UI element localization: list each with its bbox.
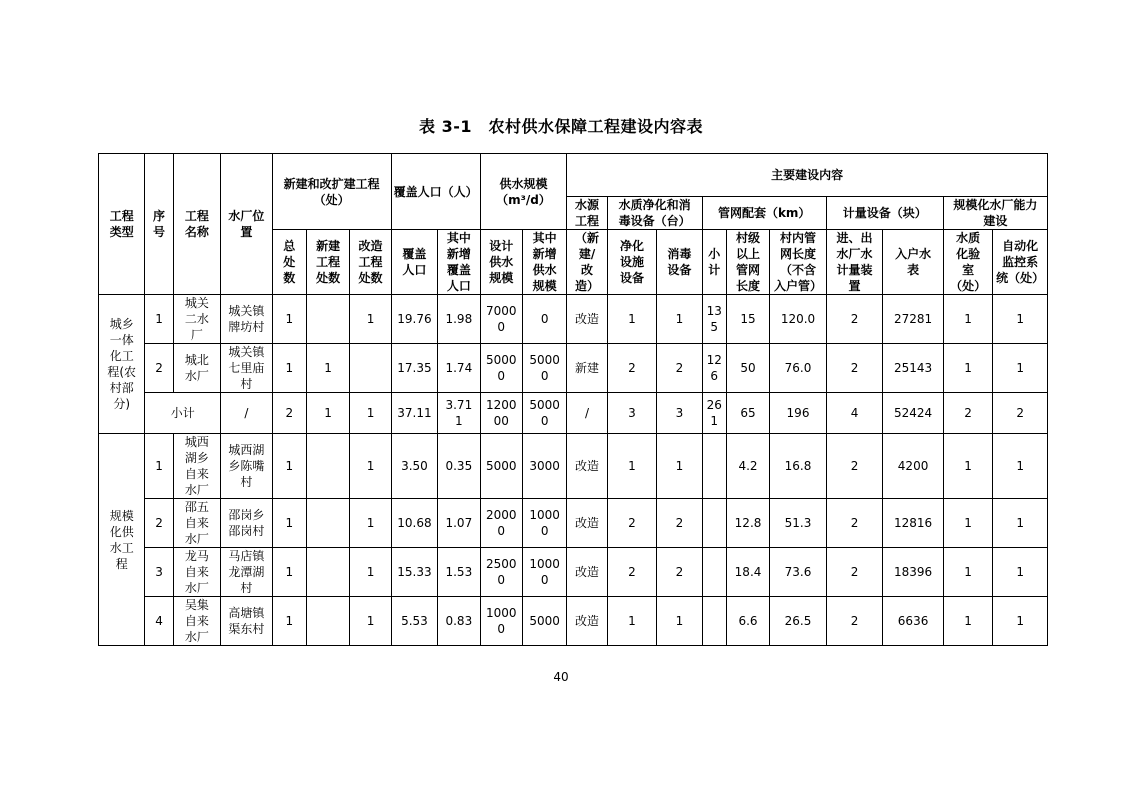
monitor-cell: 1 [993,344,1048,393]
new-count-cell [306,597,349,646]
source-cell: 改造 [567,597,607,646]
new-pop-cell: 1.98 [438,295,480,344]
location-cell: 城关镇 牌坊村 [221,295,272,344]
seq-cell: 1 [145,295,173,344]
header-group-plant: 规模化水厂能力 建设 [943,197,1047,230]
header-name: 工程 名称 [173,154,220,295]
table-row [99,597,1048,646]
header-group-projects: 新建和改扩建工程 （处） [272,154,391,230]
design-scale-cell: 2500 0 [480,548,522,597]
monitor-cell: 1 [993,499,1048,548]
source-cell: 改造 [567,295,607,344]
new-pop-cell: 1.07 [438,499,480,548]
meter-home-cell: 4200 [883,434,944,499]
header-row-1 [99,154,1048,197]
table-row [99,499,1048,548]
table-row [99,548,1048,597]
meter-home-cell: 25143 [883,344,944,393]
rebuild-count-cell: 1 [350,499,391,548]
cover-pop-cell: 37.11 [391,393,437,434]
rebuild-count-cell: 1 [350,434,391,499]
seq-cell: 4 [145,597,173,646]
rebuild-count-cell: 1 [350,295,391,344]
cover-pop-cell: 15.33 [391,548,437,597]
pipe-subtotal-cell [702,548,726,597]
pipe-subtotal-cell: 26 1 [702,393,726,434]
source-cell: / [567,393,607,434]
lab-cell: 1 [943,597,992,646]
location-cell: 城关镇 七里庙 村 [221,344,272,393]
pipe-subtotal-cell [702,499,726,548]
project-name-cell: 吴集 自来 水厂 [173,597,220,646]
rebuild-count-cell: 1 [350,597,391,646]
header-new-scale: 其中 新增 供水 规模 [522,230,566,295]
seq-cell: 2 [145,499,173,548]
location-cell: 城西湖 乡陈嘴 村 [221,434,272,499]
project-name-cell: 城西 湖乡 自来 水厂 [173,434,220,499]
lab-cell: 1 [943,344,992,393]
project-name-cell: 城关 二水 厂 [173,295,220,344]
monitor-cell: 1 [993,295,1048,344]
location-cell: 高塘镇 渠东村 [221,597,272,646]
table-row [99,434,1048,499]
new-count-cell: 1 [306,393,349,434]
pipe-inner-cell: 73.6 [770,548,827,597]
lab-cell: 1 [943,548,992,597]
meter-plant-cell: 2 [826,434,883,499]
total-cell: 1 [272,597,306,646]
total-cell: 1 [272,344,306,393]
monitor-cell: 1 [993,597,1048,646]
total-cell: 1 [272,548,306,597]
design-scale-cell: 1000 0 [480,597,522,646]
pipe-inner-cell: 196 [770,393,827,434]
design-scale-cell: 1200 00 [480,393,522,434]
purify-cell: 2 [607,499,656,548]
location-cell: / [221,393,272,434]
purify-cell: 2 [607,344,656,393]
lab-cell: 2 [943,393,992,434]
header-meter-home: 入户水 表 [883,230,944,295]
new-scale-cell: 0 [522,295,566,344]
meter-plant-cell: 2 [826,344,883,393]
meter-home-cell: 18396 [883,548,944,597]
pipe-subtotal-cell [702,434,726,499]
cover-pop-cell: 17.35 [391,344,437,393]
rebuild-count-cell: 1 [350,393,391,434]
new-count-cell: 1 [306,344,349,393]
lab-cell: 1 [943,434,992,499]
pipe-subtotal-cell [702,597,726,646]
pipe-village-cell: 4.2 [726,434,769,499]
new-scale-cell: 5000 [522,597,566,646]
new-pop-cell: 1.74 [438,344,480,393]
disinfect-cell: 1 [657,295,702,344]
pipe-inner-cell: 51.3 [770,499,827,548]
project-name-cell: 邵五 自来 水厂 [173,499,220,548]
pipe-inner-cell: 76.0 [770,344,827,393]
header-monitor: 自动化 监控系 统（处） [993,230,1048,295]
design-scale-cell: 5000 0 [480,344,522,393]
header-pipe-inner: 村内管 网长度 （不含 入户管） [770,230,827,295]
pipe-village-cell: 18.4 [726,548,769,597]
meter-plant-cell: 2 [826,548,883,597]
new-pop-cell: 0.35 [438,434,480,499]
new-count-cell [306,434,349,499]
purify-cell: 1 [607,295,656,344]
header-group-meter: 计量设备（块） [826,197,943,230]
meter-home-cell: 52424 [883,393,944,434]
header-disinfect: 消毒 设备 [657,230,702,295]
table-title: 表 3-1 农村供水保障工程建设内容表 [419,117,703,136]
header-location: 水厂位 置 [221,154,272,295]
header-group-purify: 水质净化和消 毒设备（台） [607,197,702,230]
water-supply-table [98,153,1048,646]
new-pop-cell: 3.71 1 [438,393,480,434]
pipe-inner-cell: 16.8 [770,434,827,499]
new-count-cell [306,548,349,597]
location-cell: 马店镇 龙潭湖 村 [221,548,272,597]
table-row [99,295,1048,344]
new-scale-cell: 1000 0 [522,548,566,597]
meter-home-cell: 6636 [883,597,944,646]
source-cell: 改造 [567,548,607,597]
source-cell: 改造 [567,499,607,548]
total-cell: 2 [272,393,306,434]
source-cell: 改造 [567,434,607,499]
design-scale-cell: 5000 [480,434,522,499]
design-scale-cell: 2000 0 [480,499,522,548]
purify-cell: 2 [607,548,656,597]
rebuild-count-cell: 1 [350,548,391,597]
meter-plant-cell: 2 [826,295,883,344]
disinfect-cell: 2 [657,499,702,548]
lab-cell: 1 [943,295,992,344]
pipe-village-cell: 12.8 [726,499,769,548]
new-scale-cell: 5000 0 [522,344,566,393]
meter-home-cell: 12816 [883,499,944,548]
new-pop-cell: 0.83 [438,597,480,646]
location-cell: 邵岗乡 邵岗村 [221,499,272,548]
header-lab: 水质 化验 室 （处） [943,230,992,295]
project-name-cell: 龙马 自来 水厂 [173,548,220,597]
monitor-cell: 2 [993,393,1048,434]
meter-plant-cell: 4 [826,393,883,434]
total-cell: 1 [272,434,306,499]
purify-cell: 1 [607,434,656,499]
new-scale-cell: 3000 [522,434,566,499]
seq-cell: 1 [145,434,173,499]
monitor-cell: 1 [993,434,1048,499]
header-water-source: 水源 工程 [567,197,607,230]
disinfect-cell: 2 [657,344,702,393]
seq-cell: 3 [145,548,173,597]
new-count-cell [306,295,349,344]
header-group-population: 覆盖人口（人） [391,154,480,230]
rebuild-count-cell [350,344,391,393]
total-cell: 1 [272,499,306,548]
new-scale-cell: 5000 0 [522,393,566,434]
header-rebuild-count: 改造 工程 处数 [350,230,391,295]
header-cover-pop: 覆盖 人口 [391,230,437,295]
header-source-type: （新 建/ 改 造） [567,230,607,295]
page-number: 40 [553,670,569,684]
total-cell: 1 [272,295,306,344]
monitor-cell: 1 [993,548,1048,597]
header-group-scale: 供水规模 （m³/d） [480,154,567,230]
header-purify: 净化 设施 设备 [607,230,656,295]
seq-cell: 2 [145,344,173,393]
purify-cell: 3 [607,393,656,434]
cover-pop-cell: 10.68 [391,499,437,548]
new-scale-cell: 1000 0 [522,499,566,548]
disinfect-cell: 3 [657,393,702,434]
header-meter-plant: 进、出 水厂水 计量装 置 [826,230,883,295]
project-type-cell: 城乡 一体 化工 程(农 村部 分) [99,295,145,434]
project-name-cell: 城北 水厂 [173,344,220,393]
meter-home-cell: 27281 [883,295,944,344]
cover-pop-cell: 5.53 [391,597,437,646]
lab-cell: 1 [943,499,992,548]
header-new-count: 新建 工程 处数 [306,230,349,295]
header-seq: 序 号 [145,154,173,295]
pipe-village-cell: 15 [726,295,769,344]
header-group-main: 主要建设内容 [567,154,1048,197]
new-pop-cell: 1.53 [438,548,480,597]
meter-plant-cell: 2 [826,597,883,646]
header-design-scale: 设计 供水 规模 [480,230,522,295]
purify-cell: 1 [607,597,656,646]
disinfect-cell: 1 [657,597,702,646]
pipe-village-cell: 65 [726,393,769,434]
pipe-village-cell: 50 [726,344,769,393]
header-group-pipe: 管网配套（km） [702,197,826,230]
header-new-pop: 其中 新增 覆盖 人口 [438,230,480,295]
pipe-inner-cell: 26.5 [770,597,827,646]
pipe-inner-cell: 120.0 [770,295,827,344]
design-scale-cell: 7000 0 [480,295,522,344]
pipe-subtotal-cell: 13 5 [702,295,726,344]
header-type: 工程 类型 [99,154,145,295]
disinfect-cell: 2 [657,548,702,597]
cover-pop-cell: 3.50 [391,434,437,499]
subtotal-label: 小计 [145,393,221,434]
header-pipe-village: 村级 以上 管网 长度 [726,230,769,295]
disinfect-cell: 1 [657,434,702,499]
new-count-cell [306,499,349,548]
pipe-village-cell: 6.6 [726,597,769,646]
source-cell: 新建 [567,344,607,393]
pipe-subtotal-cell: 12 6 [702,344,726,393]
project-type-cell: 规模 化供 水工 程 [99,434,145,646]
meter-plant-cell: 2 [826,499,883,548]
header-total: 总 处 数 [272,230,306,295]
table-row [99,344,1048,393]
cover-pop-cell: 19.76 [391,295,437,344]
header-pipe-subtotal: 小 计 [702,230,726,295]
subtotal-row [99,393,1048,434]
